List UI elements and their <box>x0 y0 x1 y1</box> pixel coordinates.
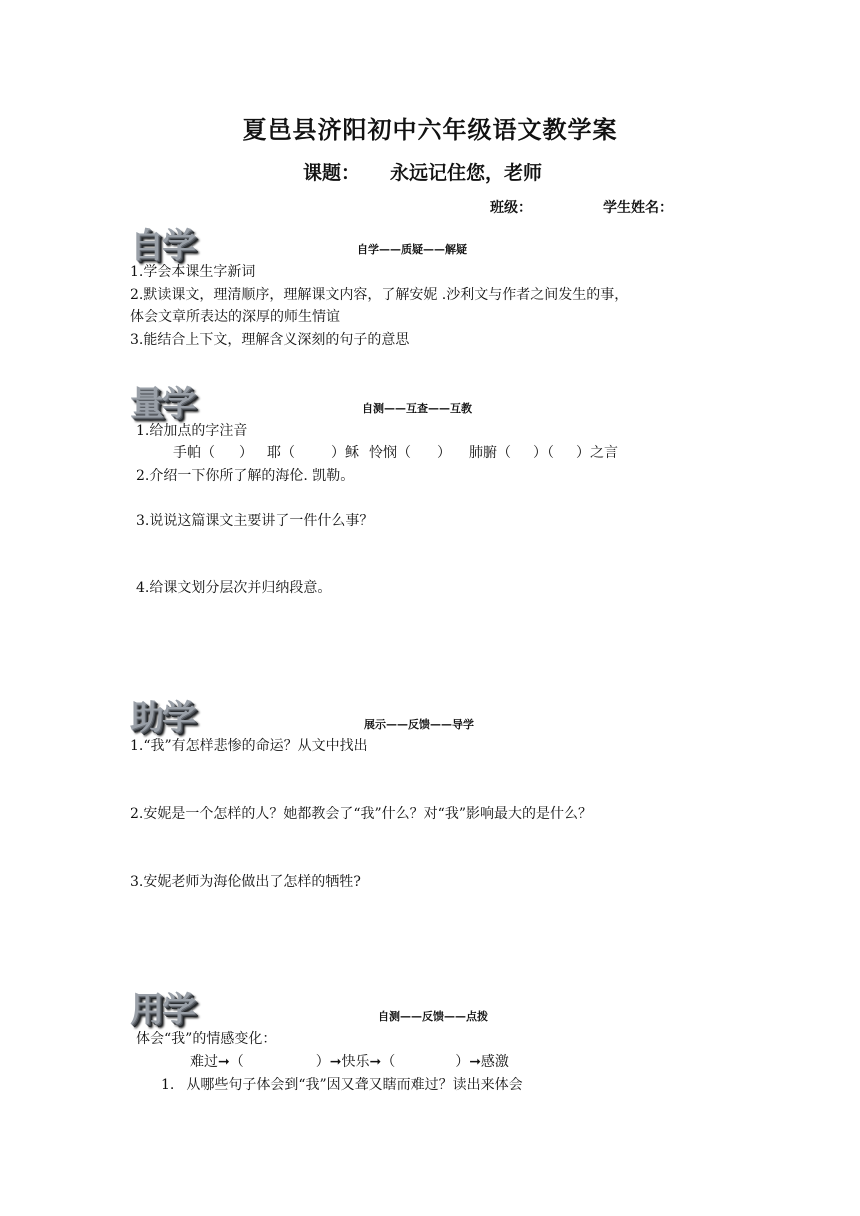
pinyin-word-4-mid: ）（ <box>533 445 554 461</box>
liangxue-q1: 1.给加点的字注音 <box>136 423 248 439</box>
pinyin-word-4: 肺腑（ <box>469 445 511 461</box>
zixue-item-1: 1.学会本课生字新词 <box>130 264 256 280</box>
zhuxue-heading: 展示——反馈——导学 <box>364 718 474 731</box>
zhuxue-q1: 1.“我”有怎样悲惨的命运？从文中找出 <box>130 738 368 754</box>
yongxue-q1-text: 从哪些句子体会到“我”因又聋又瞎而难过？读出来体会 <box>186 1077 523 1093</box>
yongxue-intro: 体会“我”的情感变化： <box>136 1031 277 1047</box>
emotion-flow-end: ）➞感激 <box>455 1054 509 1070</box>
yongxue-badge: 用学 <box>130 990 194 1030</box>
zhuxue-q2: 2.安妮是一个怎样的人？她都教会了“我”什么？对“我”影响最大的是什么？ <box>130 806 592 822</box>
emotion-flow <box>190 1052 509 1072</box>
pinyin-word-1: 手帕（ <box>173 445 215 461</box>
zhuxue-q3: 3.安妮老师为海伦做出了怎样的牺牲? <box>130 874 361 890</box>
zhuxue-badge: 助学 <box>130 698 194 738</box>
zixue-heading: 自学——质疑——解疑 <box>357 243 467 256</box>
pinyin-word-2-close: ）稣 <box>331 445 359 461</box>
emotion-flow-middle: ）➞快乐➞（ <box>315 1054 396 1070</box>
page-title: 夏邑县济阳初中六年级语文教学案 <box>242 116 618 144</box>
pinyin-word-3-close: ） <box>437 445 451 461</box>
pinyin-word-2: 耶（ <box>267 445 295 461</box>
liangxue-q3: 3.说说这篇课文主要讲了一件什么事？ <box>136 513 374 529</box>
subject-title: 永远记住您，老师 <box>390 162 543 184</box>
zixue-badge: 自学 <box>130 226 194 266</box>
pinyin-blank-1-close: ） <box>239 445 253 461</box>
liangxue-heading: 自测——互查——互教 <box>362 402 472 415</box>
pinyin-blanks <box>173 443 618 463</box>
liangxue-q2: 2.介绍一下你所了解的海伦. 凯勒。 <box>136 468 355 484</box>
pinyin-word-4-close: ）之言 <box>576 445 618 461</box>
emotion-flow-start: 难过➞（ <box>190 1054 244 1070</box>
pinyin-word-3: 怜悯（ <box>369 445 411 461</box>
zixue-item-2: 2.默读课文，理清顺序，理解课文内容，了解安妮 .沙利文与作者之间发生的事， <box>130 287 629 303</box>
liangxue-badge: 量学 <box>130 384 194 424</box>
subject-label: 课题： <box>303 162 361 184</box>
lesson-subject <box>303 158 542 185</box>
yongxue-heading: 自测——反馈——点拨 <box>378 1010 488 1023</box>
student-name-label: 学生姓名： <box>603 200 673 216</box>
yongxue-q1-number: 1. <box>161 1077 175 1093</box>
zixue-item-2-cont: 体会文章所表达的深厚的师生情谊 <box>130 309 340 325</box>
zixue-item-3: 3.能结合上下文，理解含义深刻的句子的意思 <box>130 332 410 348</box>
liangxue-q4: 4.给课文划分层次并归纳段意。 <box>136 580 332 596</box>
class-label: 班级： <box>490 200 532 216</box>
yongxue-q1 <box>161 1075 523 1095</box>
